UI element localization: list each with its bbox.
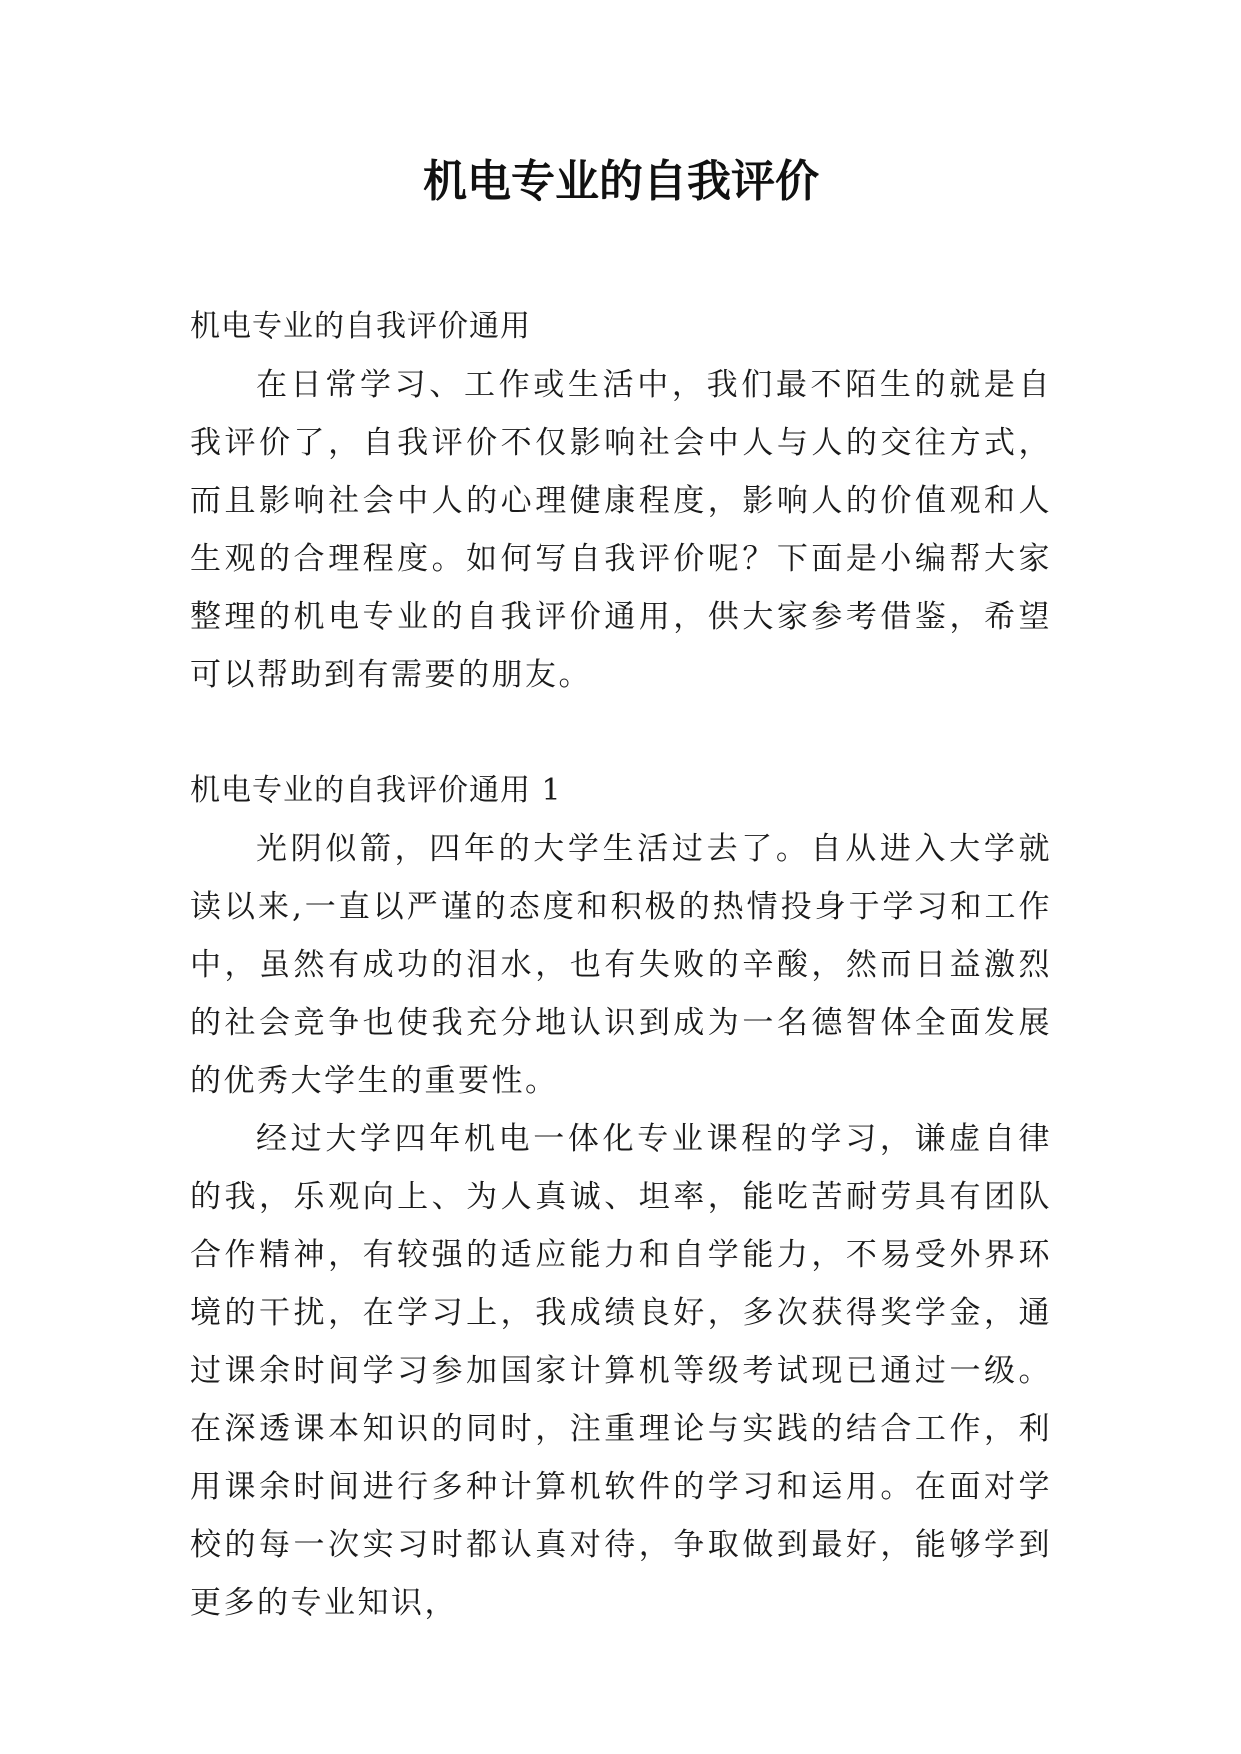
section1-paragraph-1: 光阴似箭，四年的大学生活过去了。自从进入大学就读以来,一直以严谨的态度和积极的热情投身于学习和工作中，虽然有成功的泪水，也有失败的辛酸，然而日益激烈的社会竞争也使我充分地认识到成为一名德智体全面发展的优秀大学生的重要性。	[190, 831, 1052, 1099]
section1-heading: 机电专业的自我评价通用 1	[190, 773, 562, 808]
section1-paragraph-2: 经过大学四年机电一体化专业课程的学习，谦虚自律的我，乐观向上、为人真诚、坦率，能吃苦耐劳具有团队合作精神，有较强的适应能力和自学能力，不易受外界环境的干扰，在学习上，我成绩良好，多次获得奖学金，通过课余时间学习参加国家计算机等级考试现已通过一级。在深透课本知识的同时，注重理论与实践的结合工作，利用课余时间进行多种计算机软件的学习和运用。在面对学校的每一次实习时都认真对待，争取做到最好，能够学到更多的专业知识，	[190, 1121, 1052, 1621]
document-page	[190, 150, 1052, 1632]
intro-paragraph: 在日常学习、工作或生活中，我们最不陌生的就是自我评价了，自我评价不仅影响社会中人与人的交往方式，而且影响社会中人的心理健康程度，影响人的价值观和人生观的合理程度。如何写自我评价呢？下面是小编帮大家整理的机电专业的自我评价通用，供大家参考借鉴，希望可以帮助到有需要的朋友。	[190, 367, 1052, 693]
intro-heading: 机电专业的自我评价通用	[190, 309, 531, 344]
section-spacer	[190, 704, 1052, 762]
document-title: 机电专业的自我评价	[423, 156, 819, 207]
